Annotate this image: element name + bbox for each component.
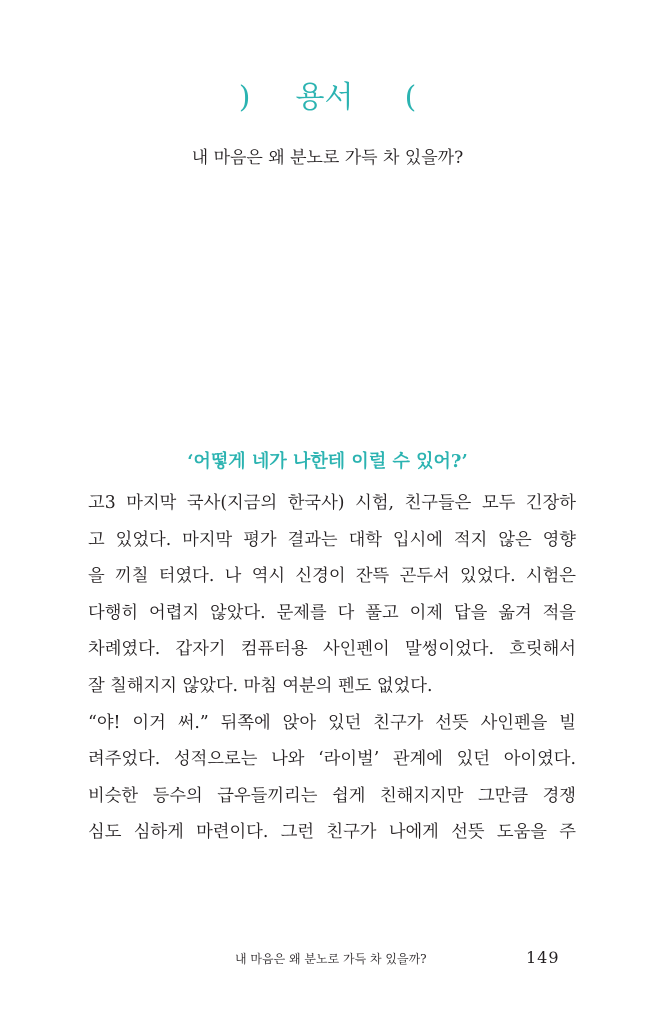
running-footer-title: 내 마음은 왜 분노로 가득 차 있을까?	[235, 952, 427, 966]
chapter-title-text: 용서	[295, 80, 354, 115]
section-heading: ‘어떻게 네가 나한테 이럴 수 있어?’	[187, 451, 468, 472]
body-line: 잘 칠해지지 않았다. 마침 여분의 펜도 없었다.	[88, 675, 433, 696]
body-line: 고 있었다. 마지막 평가 결과는 대학 입시에 적지 않은 영향	[88, 529, 576, 550]
body-line: “야! 이거 써.” 뒤쪽에 앉아 있던 친구가 선뜻 사인펜을 빌	[88, 712, 576, 733]
chapter-left-bracket: )	[238, 80, 251, 115]
chapter-subtitle: 내 마음은 왜 분노로 가득 차 있을까?	[191, 148, 464, 168]
page-number: 149	[526, 948, 560, 967]
chapter-title	[0, 78, 655, 118]
body-line: 비슷한 등수의 급우들끼리는 쉽게 친해지지만 그만큼 경쟁	[88, 785, 576, 806]
body-line: 차례였다. 갑자기 컴퓨터용 사인펜이 말썽이었다. 흐릿해서	[88, 639, 576, 660]
body-line: 심도 심하게 마련이다. 그런 친구가 나에게 선뜻 도움을 주	[88, 822, 576, 843]
body-line: 을 끼칠 터였다. 나 역시 신경이 잔뜩 곤두서 있었다. 시험은	[88, 566, 576, 587]
body-line: 고3 마지막 국사(지금의 한국사) 시험, 친구들은 모두 긴장하	[88, 493, 576, 513]
body-line: 려주었다. 성적으로는 나와 ‘라이벌’ 관계에 있던 아이였다.	[88, 749, 576, 770]
chapter-right-bracket: (	[404, 80, 417, 115]
body-text	[88, 485, 576, 851]
body-line: 다행히 어렵지 않았다. 문제를 다 풀고 이제 답을 옮겨 적을	[88, 602, 576, 623]
